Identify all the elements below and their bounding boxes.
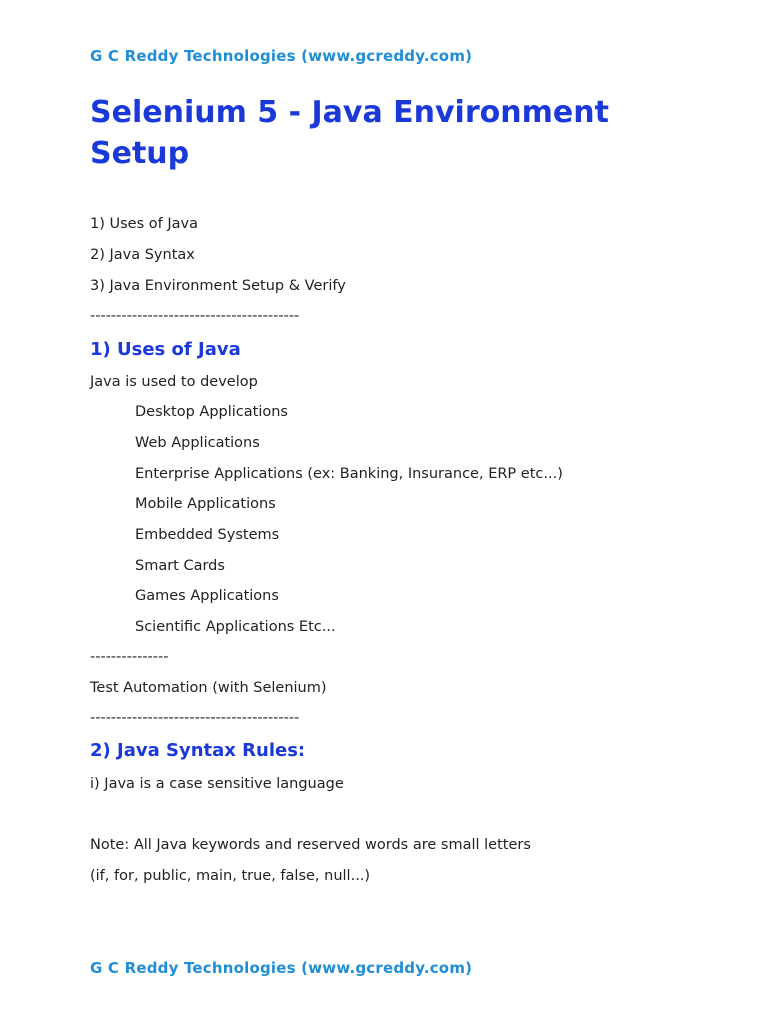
note-text: Note: All Java keywords and reserved words are small letters bbox=[90, 837, 531, 853]
section-intro-text: Java is used to develop bbox=[90, 374, 258, 390]
separator-line-short: --------------- bbox=[90, 649, 169, 665]
section-heading-java-syntax-rules: 2) Java Syntax Rules: bbox=[90, 740, 306, 761]
list-item: Smart Cards bbox=[135, 558, 225, 574]
site-header-link[interactable]: G C Reddy Technologies (www.gcreddy.com) bbox=[90, 47, 473, 65]
list-item: Mobile Applications bbox=[135, 496, 276, 512]
toc-item-java-syntax: 2) Java Syntax bbox=[90, 247, 195, 263]
section-heading-uses-of-java: 1) Uses of Java bbox=[90, 339, 241, 360]
note-examples-text: (if, for, public, main, true, false, null...) bbox=[90, 868, 371, 884]
list-item: Scientific Applications Etc... bbox=[135, 619, 336, 635]
list-item: Games Applications bbox=[135, 588, 279, 604]
list-item: Desktop Applications bbox=[135, 404, 288, 420]
site-footer-link[interactable]: G C Reddy Technologies (www.gcreddy.com) bbox=[90, 959, 473, 977]
list-item: Enterprise Applications (ex: Banking, Insurance, ERP etc...) bbox=[135, 466, 563, 482]
syntax-rule-text: i) Java is a case sensitive language bbox=[90, 776, 344, 792]
test-automation-text: Test Automation (with Selenium) bbox=[90, 680, 327, 696]
document-page bbox=[90, 0, 750, 1024]
toc-item-uses-of-java: 1) Uses of Java bbox=[90, 216, 198, 232]
list-item: Web Applications bbox=[135, 435, 260, 451]
separator-line: ---------------------------------------- bbox=[90, 710, 300, 726]
separator-line: ---------------------------------------- bbox=[90, 308, 300, 324]
toc-item-environment-setup: 3) Java Environment Setup & Verify bbox=[90, 278, 346, 294]
page-title: Selenium 5 - Java Environment Setup bbox=[90, 95, 609, 171]
list-item: Embedded Systems bbox=[135, 527, 280, 543]
